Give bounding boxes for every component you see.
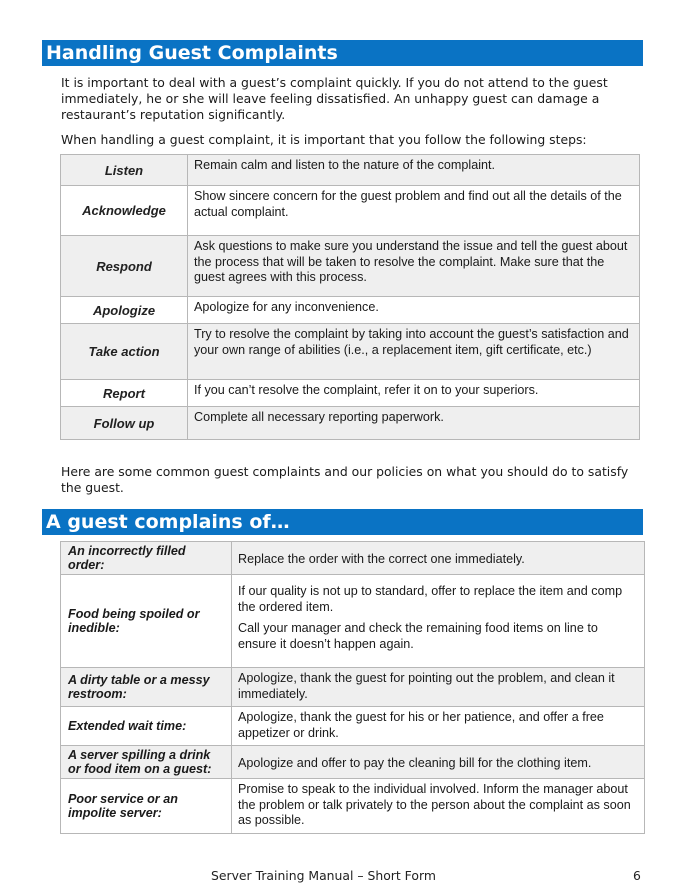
outro-paragraph: Here are some common guest complaints and our policies on what you should do to satisfy the guest.	[61, 464, 629, 495]
step-description: Ask questions to make sure you understand the issue and tell the guest about the process that will be taken to resolve the complaint. Make sure that the guest agrees with this process.	[188, 236, 640, 297]
step-name: Acknowledge	[61, 186, 188, 236]
table-row	[61, 297, 640, 324]
table-row	[61, 542, 645, 575]
step-description: Show sincere concern for the guest problem and find out all the details of the actual complaint.	[188, 186, 640, 236]
table-row	[61, 707, 645, 746]
complaint-name: Food being spoiled or inedible:	[61, 575, 232, 668]
step-name: Apologize	[61, 297, 188, 324]
table-row	[61, 186, 640, 236]
section-title-guest-complains: A guest complains of…	[42, 509, 643, 535]
step-description: Remain calm and listen to the nature of the complaint.	[188, 155, 640, 186]
complaint-name: Extended wait time:	[61, 707, 232, 746]
table-row	[61, 668, 645, 707]
page-number: 6	[633, 868, 641, 883]
step-name: Listen	[61, 155, 188, 186]
table-row	[61, 575, 645, 668]
step-description: If you can’t resolve the complaint, refer it on to your superiors.	[188, 380, 640, 407]
complaint-policy: Promise to speak to the individual involved. Inform the manager about the problem or talk privately to the person about the complaint as soon as possible.	[232, 779, 645, 834]
complaint-name: A dirty table or a messy restroom:	[61, 668, 232, 707]
section-title-handling-complaints: Handling Guest Complaints	[42, 40, 643, 66]
complaint-policy	[232, 575, 645, 668]
complaint-name: An incorrectly filled order:	[61, 542, 232, 575]
complaint-steps-table	[60, 154, 640, 440]
complaint-name: A server spilling a drink or food item on a guest:	[61, 746, 232, 779]
table-row	[61, 155, 640, 186]
step-description: Try to resolve the complaint by taking into account the guest’s satisfaction and your own range of abilities (i.e., a replacement item, gift certificate, etc.)	[188, 324, 640, 380]
footer-title: Server Training Manual – Short Form	[211, 868, 436, 883]
step-name: Respond	[61, 236, 188, 297]
table-row	[61, 380, 640, 407]
complaint-policy: Replace the order with the correct one immediately.	[232, 542, 645, 575]
complaint-policy: Apologize, thank the guest for pointing out the problem, and clean it immediately.	[232, 668, 645, 707]
step-description: Complete all necessary reporting paperwork.	[188, 407, 640, 440]
steps-intro-paragraph: When handling a guest complaint, it is important that you follow the following steps:	[61, 132, 587, 147]
complaint-policy-line: If our quality is not up to standard, offer to replace the item and comp the ordered item.	[238, 584, 623, 614]
intro-paragraph: It is important to deal with a guest’s complaint quickly. If you do not attend to the guest immediately, he or she will leave feeling dissatisfied. An unhappy guest can damage a restaurant’s reputation significantly.	[61, 75, 608, 122]
table-row	[61, 324, 640, 380]
complaint-policy: Apologize and offer to pay the cleaning bill for the clothing item.	[232, 746, 645, 779]
guest-complaints-table	[60, 541, 645, 834]
step-description: Apologize for any inconvenience.	[188, 297, 640, 324]
complaint-policy: Apologize, thank the guest for his or her patience, and offer a free appetizer or drink.	[232, 707, 645, 746]
table-row	[61, 779, 645, 834]
table-row	[61, 407, 640, 440]
complaint-policy-line: Call your manager and check the remaining food items on line to ensure it doesn’t happen again.	[238, 621, 598, 651]
table-row	[61, 746, 645, 779]
complaint-name: Poor service or an impolite server:	[61, 779, 232, 834]
step-name: Report	[61, 380, 188, 407]
step-name: Follow up	[61, 407, 188, 440]
table-row	[61, 236, 640, 297]
step-name: Take action	[61, 324, 188, 380]
